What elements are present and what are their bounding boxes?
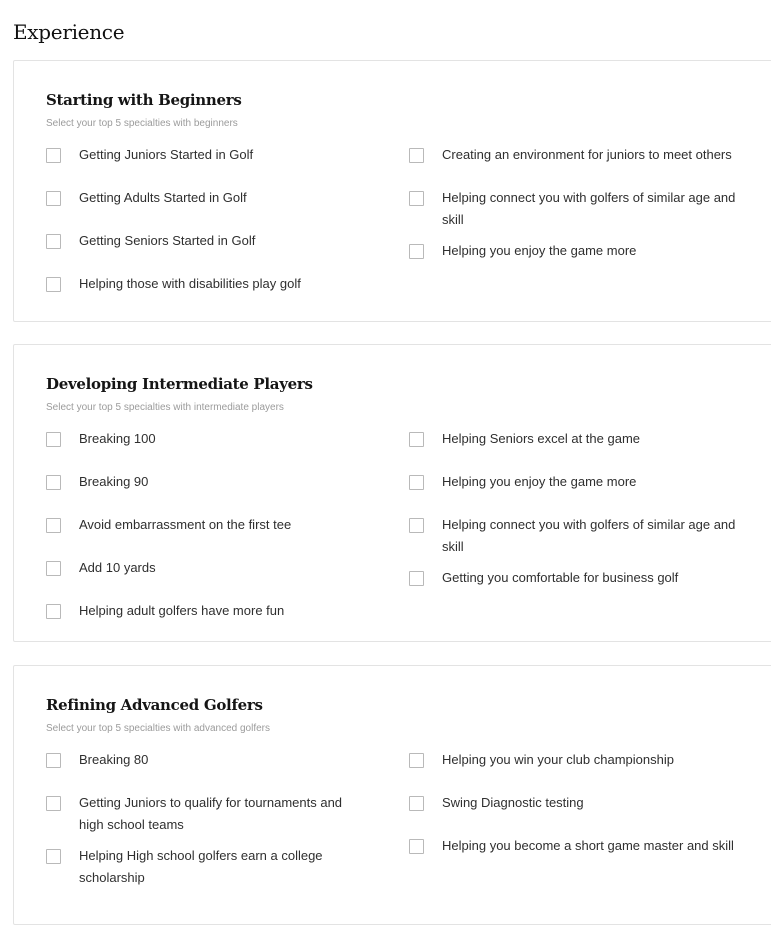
section-beginners [13,60,771,322]
option-connect-golfers[interactable] [409,517,749,558]
checkbox[interactable] [46,191,61,206]
option-label: Breaking 80 [79,752,149,767]
option-label: Getting Juniors to qualify for tournaments and high school teams [79,795,343,832]
checkbox[interactable] [409,839,424,854]
option-label: Helping High school golfers earn a college scholarship [79,848,323,885]
checkbox[interactable] [46,796,61,811]
option-adults-started[interactable] [46,190,366,209]
option-label: Swing Diagnostic testing [442,795,584,810]
option-label: Getting you comfortable for business golf [442,570,679,585]
checkbox[interactable] [409,148,424,163]
options-right-column [409,431,749,589]
section-advanced [13,665,771,925]
section-title: Starting with Beginners [46,91,242,109]
option-juniors-started[interactable] [46,147,366,166]
option-label: Helping connect you with golfers of similar age and skill [442,517,736,554]
checkbox[interactable] [46,148,61,163]
checkbox[interactable] [409,191,424,206]
option-label: Helping you enjoy the game more [442,474,637,489]
option-breaking-100[interactable] [46,431,366,450]
option-connect-golfers[interactable] [409,190,749,231]
options-right-column [409,147,749,262]
checkbox[interactable] [409,571,424,586]
option-label: Getting Seniors Started in Golf [79,233,256,248]
option-seniors-excel[interactable] [409,431,749,450]
option-club-championship[interactable] [409,752,749,771]
option-breaking-80[interactable] [46,752,361,771]
option-label: Helping those with disabilities play golf [79,276,301,291]
option-label: Helping you enjoy the game more [442,243,637,258]
checkbox[interactable] [46,277,61,292]
page-title: Experience [13,20,125,44]
option-label: Helping you win your club championship [442,752,674,767]
section-title: Developing Intermediate Players [46,375,313,393]
section-intermediate [13,344,771,642]
option-label: Helping adult golfers have more fun [79,603,285,618]
option-label: Getting Adults Started in Golf [79,190,247,205]
option-college-scholarship[interactable] [46,848,361,889]
options-left-column [46,752,361,889]
checkbox[interactable] [46,475,61,490]
checkbox[interactable] [46,518,61,533]
option-short-game[interactable] [409,838,749,857]
option-disabilities[interactable] [46,276,366,295]
checkbox[interactable] [409,796,424,811]
checkbox[interactable] [409,475,424,490]
option-enjoy-game[interactable] [409,243,749,262]
section-subtitle: Select your top 5 specialties with intermediate players [46,402,284,413]
options-right-column [409,752,749,857]
options-left-column [46,431,366,622]
section-subtitle: Select your top 5 specialties with advanced golfers [46,723,271,734]
checkbox[interactable] [46,432,61,447]
section-title: Refining Advanced Golfers [46,696,263,714]
option-add-yards[interactable] [46,560,366,579]
checkbox[interactable] [409,518,424,533]
option-juniors-environment[interactable] [409,147,749,166]
options-left-column [46,147,366,295]
checkbox[interactable] [46,753,61,768]
option-swing-diagnostic[interactable] [409,795,749,814]
option-adult-fun[interactable] [46,603,366,622]
option-label: Breaking 90 [79,474,149,489]
checkbox[interactable] [46,604,61,619]
option-label: Helping connect you with golfers of similar age and skill [442,190,736,227]
checkbox[interactable] [409,432,424,447]
option-label: Creating an environment for juniors to meet others [442,147,732,162]
option-business-golf[interactable] [409,570,749,589]
section-subtitle: Select your top 5 specialties with beginners [46,118,238,129]
checkbox[interactable] [46,561,61,576]
option-label: Helping you become a short game master and skill [442,838,734,853]
checkbox[interactable] [409,753,424,768]
checkbox[interactable] [46,849,61,864]
option-label: Avoid embarrassment on the first tee [79,517,292,532]
option-label: Add 10 yards [79,560,156,575]
option-breaking-90[interactable] [46,474,366,493]
checkbox[interactable] [46,234,61,249]
option-label: Helping Seniors excel at the game [442,431,641,446]
checkbox[interactable] [409,244,424,259]
option-label: Breaking 100 [79,431,156,446]
option-enjoy-game[interactable] [409,474,749,493]
option-label: Getting Juniors Started in Golf [79,147,254,162]
option-first-tee[interactable] [46,517,366,536]
option-seniors-started[interactable] [46,233,366,252]
option-juniors-qualify[interactable] [46,795,361,836]
